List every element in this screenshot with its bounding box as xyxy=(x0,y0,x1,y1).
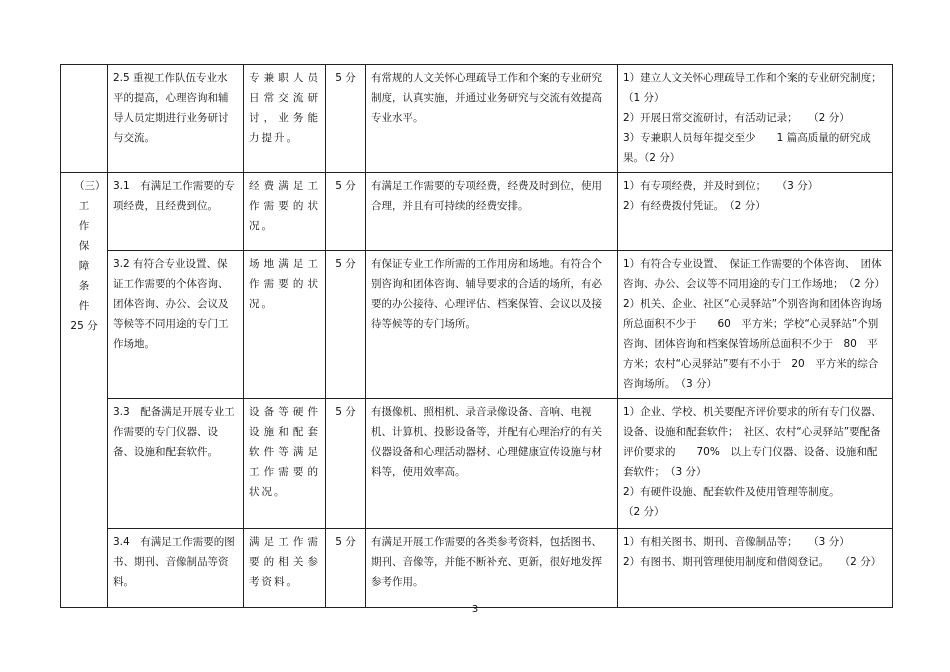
scoring-cell: 1）有相关图书、期刊、音像制品等； （3 分） 2）有图书、期刊管理使用制度和借阅登记。 （2 分） xyxy=(618,529,893,608)
standard-cell: 有摄像机、照相机、录音录像设备、音响、电视机、计算机、投影设备等，并配有心理治疗的有关仪器设备和心理活动器材、心理健康宣传设施与材料等，使用效率高。 xyxy=(366,399,618,529)
category-char: 工 xyxy=(78,200,90,212)
score-cell: 5 分 xyxy=(326,251,366,399)
category-char: 件 xyxy=(78,300,90,312)
condition-cell: 场地满足工作需要的状况。 xyxy=(244,251,326,399)
scoring-cell: 1）建立人文关怀心理疏导工作和个案的专业研究制度；（1 分） 2）开展日常交流研讨，有活动记录； （2 分） 3）专兼职人员每年提交至少 1 篇高质量的研究成果。（2 分） xyxy=(618,65,893,173)
score-cell: 5 分 xyxy=(326,399,366,529)
page-number: 3 xyxy=(471,604,479,615)
standard-cell: 有满足开展工作需要的各类参考资料，包括图书、期刊、音像等，并能不断补充、更新，很好地发挥参考作用。 xyxy=(366,529,618,608)
table-row xyxy=(61,173,893,251)
table-row xyxy=(61,529,893,608)
condition-cell: 设备等硬件设施和配套软件等满足工作需要的状况。 xyxy=(244,399,326,529)
category-number: （三） xyxy=(74,180,106,192)
category-char: 条 xyxy=(78,280,90,292)
condition-cell: 专兼职人员日常交流研讨，业务能力提升。 xyxy=(244,65,326,173)
item-cell: 3.3 配备满足开展专业工作需要的专门仪器、设备、设施和配套软件。 xyxy=(108,399,244,529)
category-char: 保 xyxy=(78,240,90,252)
category-char: 障 xyxy=(78,260,90,272)
score-cell: 5 分 xyxy=(326,529,366,608)
category-score: 25 分 xyxy=(70,320,98,332)
table-row xyxy=(61,251,893,399)
item-cell: 3.2 有符合专业设置、保证工作需要的个体咨询、团体咨询、办公、会议及等候等不同用途的专门工作场地。 xyxy=(108,251,244,399)
condition-cell: 满足工作需要的相关参考资料。 xyxy=(244,529,326,608)
standard-cell: 有常规的人文关怀心理疏导工作和个案的专业研究制度，认真实施，并通过业务研究与交流有效提高专业水平。 xyxy=(366,65,618,173)
category-label xyxy=(74,176,106,316)
item-cell: 2.5 重视工作队伍专业水平的提高，心理咨询和辅导人员定期进行业务研讨与交流。 xyxy=(108,65,244,173)
scoring-cell: 1）企业、学校、机关要配齐评价要求的所有专门仪器、设备、设施和配套软件； 社区、农村“心灵驿站”要配备评价要求的 70% 以上专门仪器、设备、设施和配套软件； （3 分） 2）有硬件设施、配套软件及使用管理等制度。 （2 分） xyxy=(618,399,893,529)
category-cell-empty xyxy=(61,65,108,173)
table-row xyxy=(61,65,893,173)
scoring-cell: 1）有专项经费，并及时到位； （3 分） 2）有经费拨付凭证。 （2 分） xyxy=(618,173,893,251)
item-cell: 3.4 有满足工作需要的图书、期刊、音像制品等资料。 xyxy=(108,529,244,608)
score-cell: 5 分 xyxy=(326,65,366,173)
evaluation-table xyxy=(60,64,893,608)
item-cell: 3.1 有满足工作需要的专项经费，且经费到位。 xyxy=(108,173,244,251)
scoring-cell: 1）有符合专业设置、 保证工作需要的个体咨询、 团体咨询、办公、会议等不同用途的专门工作场地； （2 分） 2）机关、企业、社区“心灵驿站”个别咨询和团体咨询场所总面积不少于 60 平方米；学校“心灵驿站”个别咨询、团体咨询和档案保管场所总面积不少于 80 平方米；农村“心灵驿站”要有不小于 20 平方米的综合咨询场所。 （3 分） xyxy=(618,251,893,399)
score-cell: 5 分 xyxy=(326,173,366,251)
category-char: 作 xyxy=(78,220,90,232)
standard-cell: 有保证专业工作所需的工作用房和场地。有符合个别咨询和团体咨询、辅导要求的合适的场所，有必要的办公接待、心理评估、档案保管、会议以及接待等候等的专门场所。 xyxy=(366,251,618,399)
table-row xyxy=(61,399,893,529)
condition-cell: 经费满足工作需要的状况。 xyxy=(244,173,326,251)
category-cell xyxy=(61,173,108,608)
standard-cell: 有满足工作需要的专项经费，经费及时到位，使用合理，并且有可持续的经费安排。 xyxy=(366,173,618,251)
